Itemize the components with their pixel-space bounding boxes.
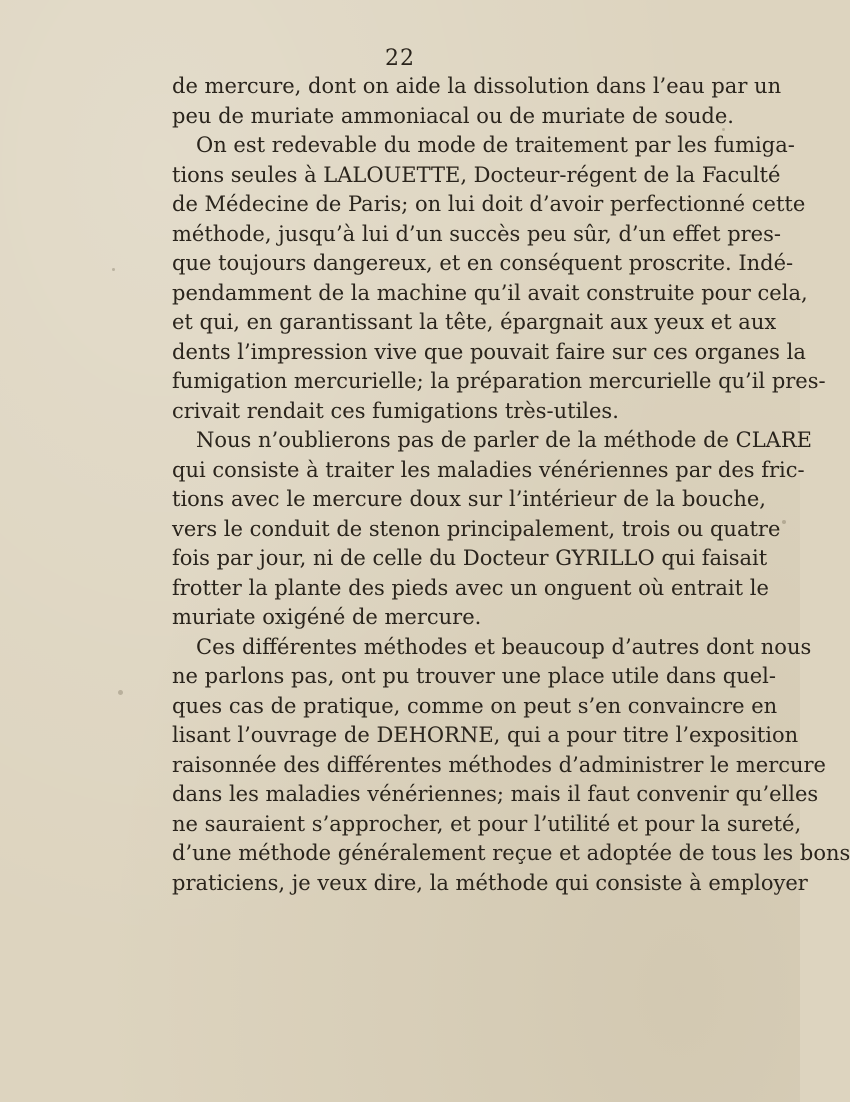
page-number: 22: [385, 46, 415, 71]
text-line: qui consiste à traiter les maladies vénériennes par des fric-: [172, 457, 805, 482]
text-line: lisant l’ouvrage de DEHORNE, qui a pour titre l’exposition: [172, 723, 799, 747]
text-line: que toujours dangereux, et en conséquent proscrite. Indé-: [172, 251, 794, 275]
text-line: de Médecine de Paris; on lui doit d’avoir perfectionné cette: [172, 192, 806, 216]
text-line: dents l’impression vive que pouvait faire sur ces organes la: [172, 339, 806, 364]
text-line: méthode, jusqu’à lui d’un succès peu sûr, d’un effet pres-: [172, 221, 781, 246]
text-line: muriate oxigéné de mercure.: [172, 605, 482, 629]
text-line: et qui, en garantissant la tête, épargnait aux yeux et aux: [172, 310, 777, 334]
text-line: vers le conduit de stenon principalement, trois ou quatre: [172, 516, 781, 541]
paper-speck: [112, 268, 115, 271]
text-line: de mercure, dont on aide la dissolution dans l’eau par un: [172, 74, 782, 98]
text-line: ques cas de pratique, comme on peut s’en convaincre en: [172, 693, 778, 718]
text-line: fois par jour, ni de celle du Docteur GYRILLO qui faisait: [172, 546, 768, 570]
text-line: pendamment de la machine qu’il avait construite pour cela,: [172, 280, 808, 305]
paper-speck: [118, 690, 123, 695]
text-line: frotter la plante des pieds avec un onguent où entrait le: [172, 575, 769, 600]
text-line: crivait rendait ces fumigations très-utiles.: [172, 398, 619, 423]
text-line: ne sauraient s’approcher, et pour l’utilité et pour la sureté,: [172, 811, 802, 836]
text-line: fumigation mercurielle; la préparation mercurielle qu’il pres-: [172, 369, 826, 393]
body-text: [172, 72, 850, 898]
paper-speck: [782, 520, 786, 524]
text-line: ne parlons pas, ont pu trouver une place utile dans quel-: [172, 664, 776, 688]
text-line: praticiens, je veux dire, la méthode qui consiste à employer: [172, 870, 808, 895]
text-line: Nous n’oublierons pas de parler de la méthode de CLARE: [196, 428, 812, 452]
paper-speck: [722, 128, 725, 131]
text-line: tions seules à LALOUETTE, Docteur-régent de la Faculté: [172, 162, 781, 187]
text-line: dans les maladies vénériennes; mais il faut convenir qu’elles: [172, 782, 819, 806]
text-line: d’une méthode généralement reçue et adoptée de tous les bons: [172, 841, 850, 865]
text-line: tions avec le mercure doux sur l’intérieur de la bouche,: [172, 487, 766, 511]
text-line: peu de muriate ammoniacal ou de muriate de soude.: [172, 103, 734, 128]
text-line: On est redevable du mode de traitement par les fumiga-: [196, 133, 795, 157]
text-line: raisonnée des différentes méthodes d’administrer le mercure: [172, 752, 826, 777]
text-line: Ces différentes méthodes et beaucoup d’autres dont nous: [196, 634, 812, 659]
